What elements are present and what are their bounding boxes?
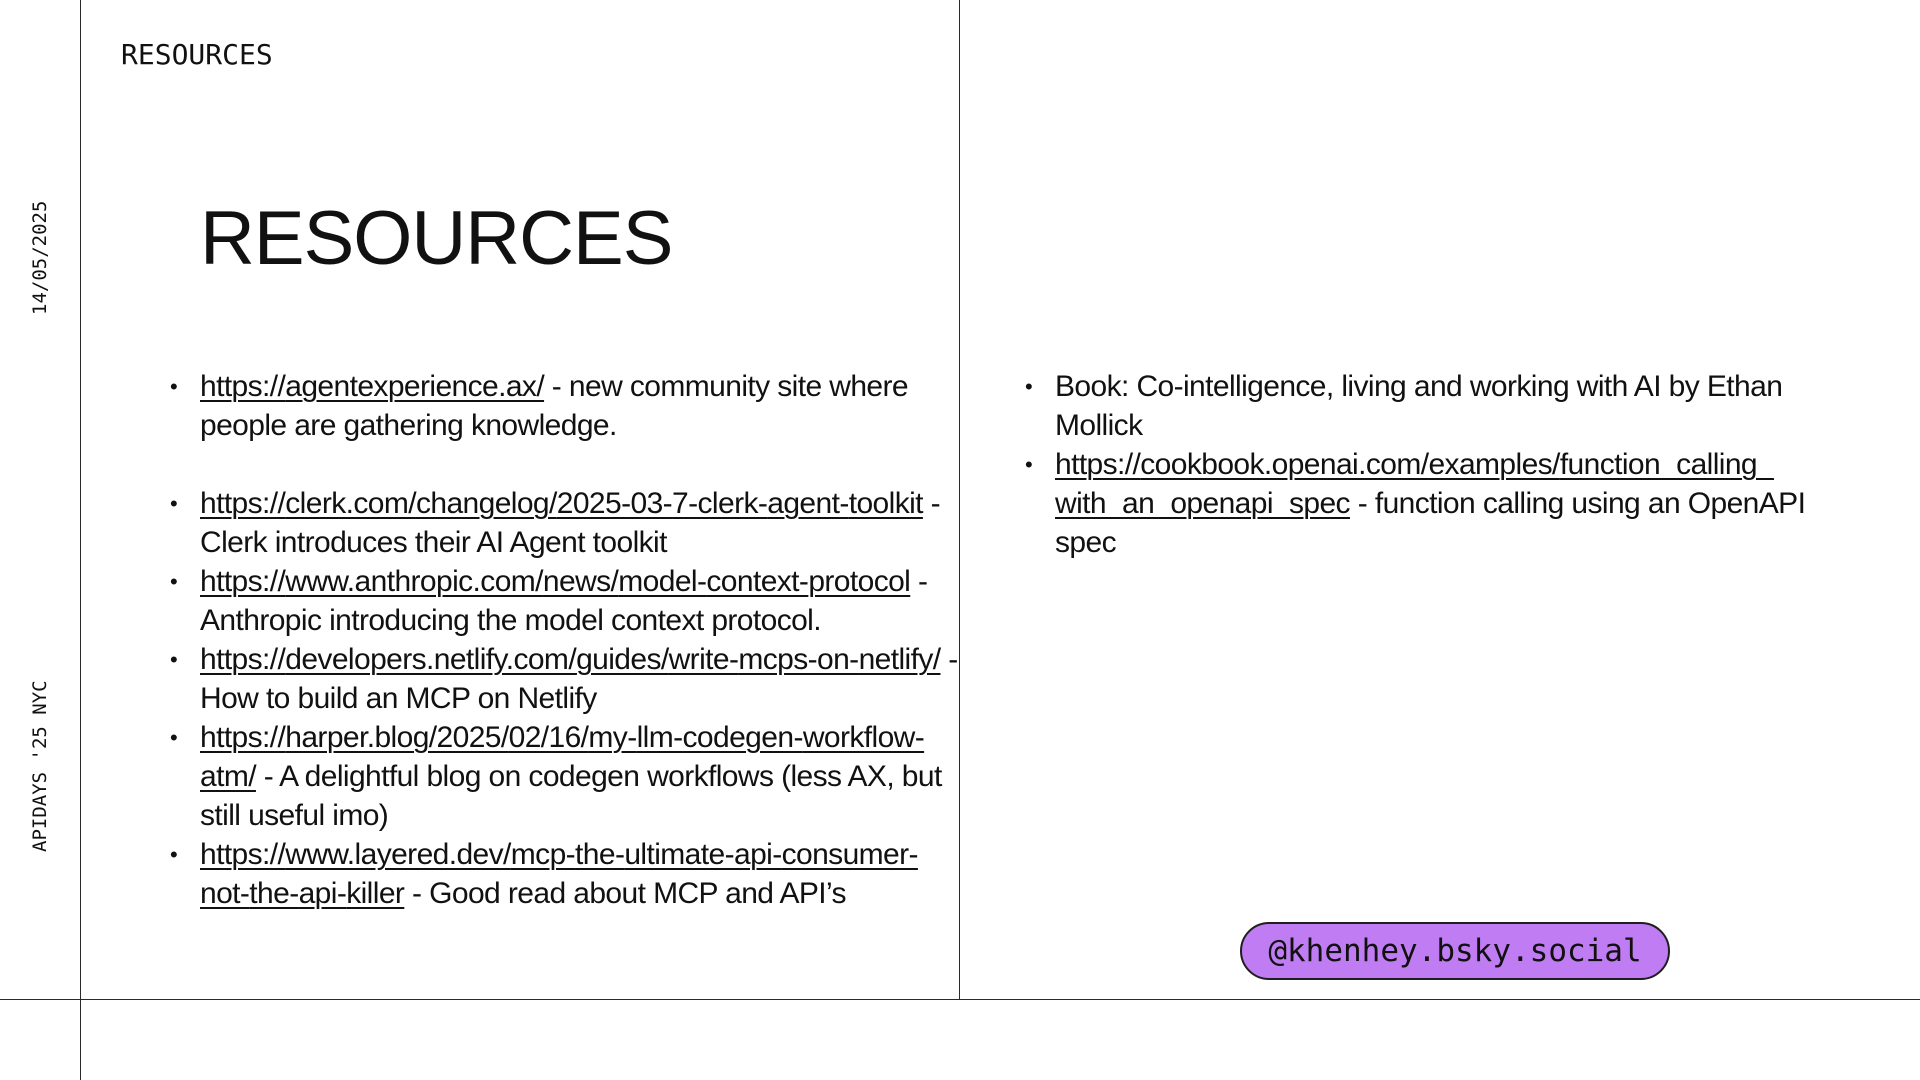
- list-item: [200, 367, 960, 445]
- resource-link[interactable]: https://developers.netlify.com/guides/write-mcps-on-netlify/: [200, 643, 941, 676]
- side-date: 14/05/2025: [29, 200, 51, 315]
- bottom-divider: [0, 999, 1920, 1000]
- list-item: [200, 718, 960, 835]
- social-handle-badge: @khenhey.bsky.social: [1240, 922, 1670, 980]
- header-label: RESOURCES: [121, 38, 273, 71]
- book-recommendation: Book: Co-intelligence, living and working with AI by Ethan Mollick: [1055, 370, 1783, 442]
- resource-description: - Clerk introduces their AI Agent toolkit: [200, 487, 941, 559]
- resource-link[interactable]: https://harper.blog/2025/02/16/my-llm-codegen-workflow-atm/: [200, 721, 925, 793]
- page-title: RESOURCES: [200, 196, 673, 281]
- resource-description: - Anthropic introducing the model context protocol.: [200, 565, 928, 637]
- resource-description: - new community site where people are gathering knowledge.: [200, 370, 908, 442]
- left-divider: [80, 0, 81, 1080]
- list-item: [200, 562, 960, 640]
- list-item: [1055, 367, 1815, 445]
- list-item: [200, 835, 960, 913]
- resource-link[interactable]: https://www.anthropic.com/news/model-context-protocol: [200, 565, 911, 598]
- resource-description: - function calling using an OpenAPI spec: [1055, 487, 1806, 559]
- resource-list-right: [1055, 367, 1815, 562]
- resource-description: - Good read about MCP and API’s: [404, 877, 846, 910]
- list-item: [200, 640, 960, 718]
- resource-description: - A delightful blog on codegen workflows (less AX, but still useful imo): [200, 760, 942, 832]
- side-event: APIDAYS '25 NYC: [29, 680, 51, 852]
- resource-link[interactable]: https://www.layered.dev/mcp-the-ultimate-api-consumer-not-the-api-killer: [200, 838, 918, 910]
- list-item: [200, 484, 960, 562]
- resource-link[interactable]: https://cookbook.openai.com/examples/function_calling_with_an_openapi_spec: [1055, 448, 1774, 520]
- resource-description: - How to build an MCP on Netlify: [200, 643, 958, 715]
- resource-list-left: [200, 367, 960, 913]
- resource-link[interactable]: https://agentexperience.ax/: [200, 370, 545, 403]
- resource-link[interactable]: https://clerk.com/changelog/2025-03-7-clerk-agent-toolkit: [200, 487, 923, 520]
- list-item: [1055, 445, 1815, 562]
